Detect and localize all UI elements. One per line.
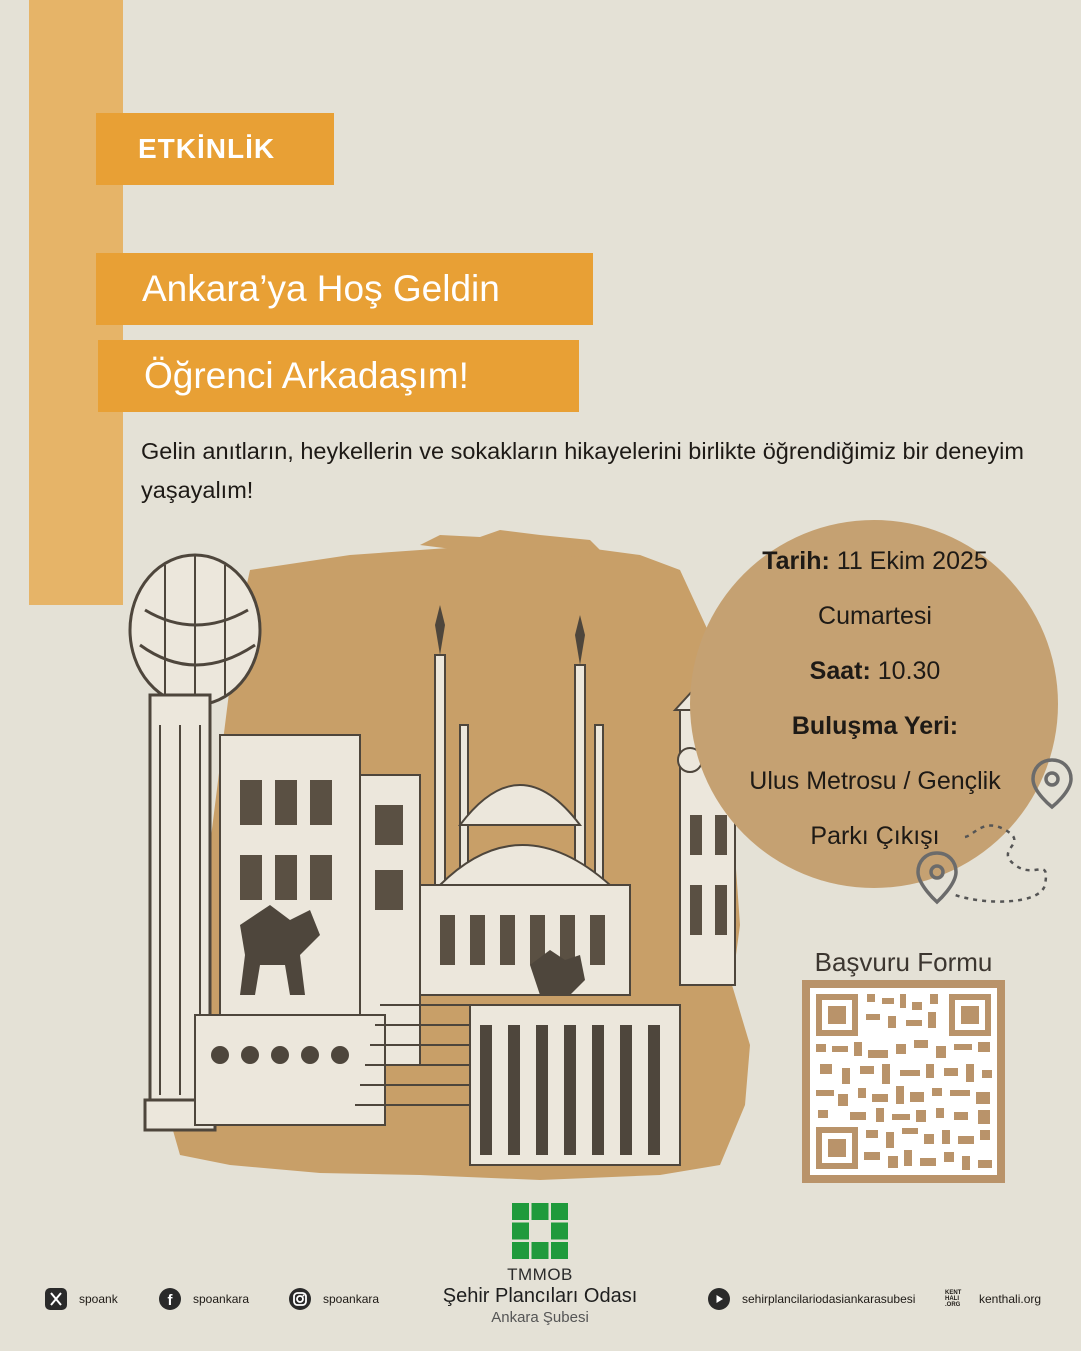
place-label: Buluşma Yeri: <box>791 712 959 740</box>
date-label: Tarih: <box>762 547 830 575</box>
time-value: 10.30 <box>877 657 941 685</box>
ankara-landmarks-illustration <box>120 525 760 1190</box>
youtube-icon <box>708 1288 730 1310</box>
x-icon <box>45 1288 67 1310</box>
social-facebook-label: spoankara <box>193 1292 250 1306</box>
description: Gelin anıtların, heykellerin ve sokakların hikayelerini birlikte öğrendiğimiz bir deneyim yaşayalım! <box>141 438 1024 503</box>
place-label-row <box>700 699 1050 754</box>
logo-tmmob-text: TMMOB <box>507 1265 573 1284</box>
social-youtube[interactable] <box>708 1288 915 1310</box>
event-tag <box>96 113 334 185</box>
facebook-icon <box>159 1288 181 1310</box>
svg-text:f: f <box>167 1292 173 1309</box>
time-row <box>700 644 1050 699</box>
qr-code-container[interactable] <box>802 980 1005 1183</box>
qr-code-icon[interactable] <box>802 980 1005 1183</box>
place-line-1: Ulus Metrosu / Gençlik <box>749 767 1001 795</box>
social-x-label: spoank <box>79 1292 118 1306</box>
title-line-1-text: Ankara’ya Hoş Geldin <box>142 268 500 309</box>
application-form-title: Başvuru Formu <box>814 947 993 977</box>
day-row: Cumartesi <box>818 602 932 630</box>
title-line-2 <box>98 340 579 412</box>
instagram-icon <box>289 1288 311 1310</box>
kenthali-logo-icon: KENT HALI .ORG <box>945 1290 962 1308</box>
social-kenthali-label: kenthali.org <box>979 1292 1042 1306</box>
social-youtube-label: sehirplancilariodasiankarasubesi <box>742 1292 916 1306</box>
social-facebook[interactable] <box>159 1288 249 1310</box>
date-row <box>700 534 1050 589</box>
time-label: Saat: <box>809 657 871 685</box>
logo-branch: Ankara Şubesi <box>491 1309 589 1326</box>
route-map-pins-icon <box>915 755 1075 915</box>
social-x[interactable] <box>45 1288 118 1310</box>
logo-org-name: Şehir Plancıları Odası <box>442 1285 638 1307</box>
title-line-2-text: Öğrenci Arkadaşım! <box>144 355 469 396</box>
place-line-2: Parkı Çıkışı <box>810 822 940 850</box>
social-instagram[interactable] <box>289 1288 379 1310</box>
date-value: 11 Ekim 2025 <box>836 547 988 575</box>
tmmob-logo-mark-icon <box>512 1203 568 1259</box>
social-kenthali[interactable] <box>945 1288 1041 1310</box>
tmmob-logo <box>434 1203 646 1329</box>
title-line-1 <box>96 253 593 325</box>
event-tag-label: ETKİNLİK <box>138 133 276 164</box>
social-instagram-label: spoankara <box>323 1292 380 1306</box>
